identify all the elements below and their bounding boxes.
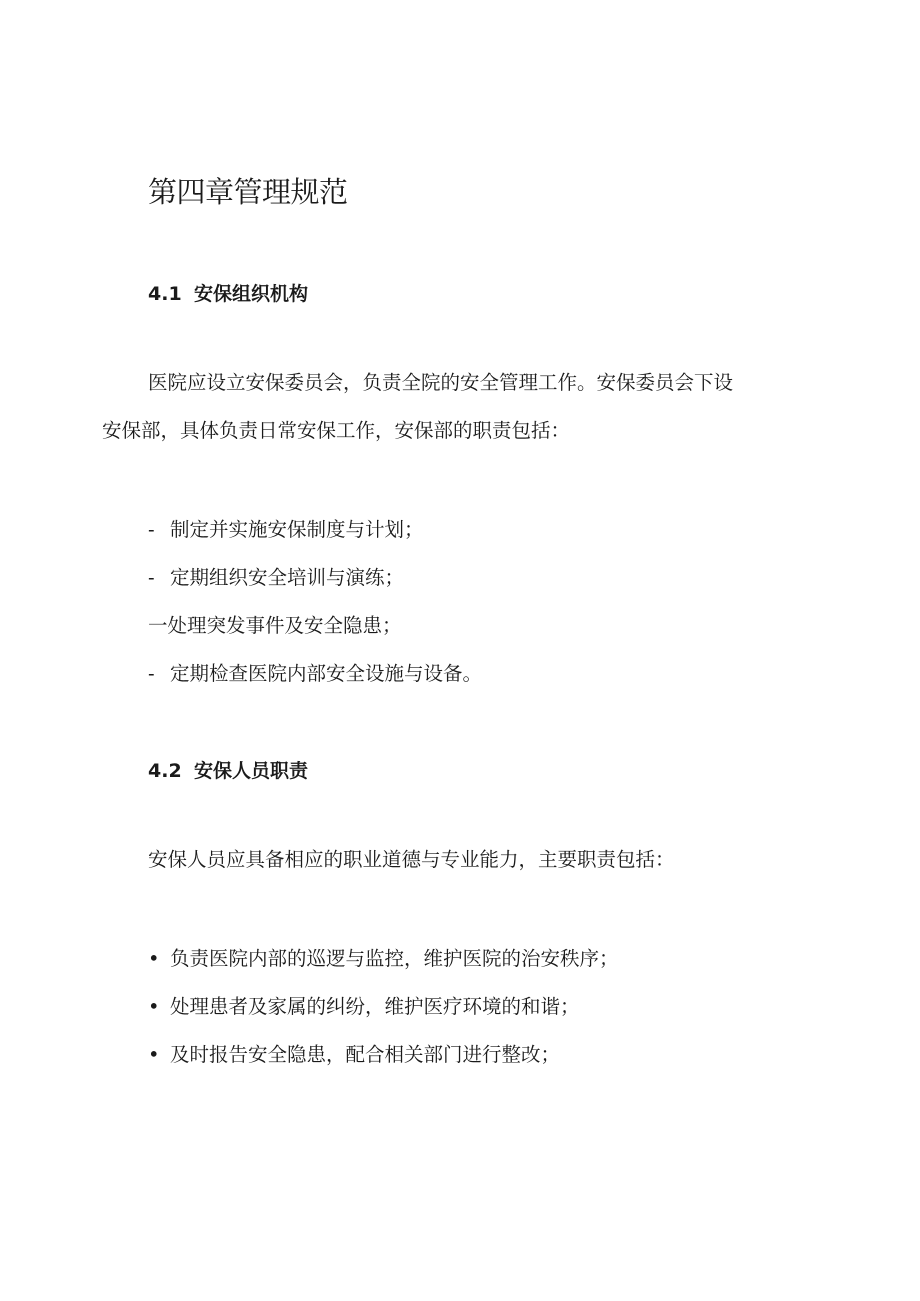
bullet-marker: • bbox=[148, 1043, 160, 1066]
bullet-marker: • bbox=[148, 947, 160, 970]
list-item bbox=[148, 1039, 560, 1067]
section-heading-4-1 bbox=[148, 279, 308, 306]
section-number: 4.1 bbox=[148, 283, 182, 305]
list-item-text: 处理患者及家属的纠纷，维护医疗环境的和谐； bbox=[170, 995, 580, 1018]
section-heading-4-2 bbox=[148, 756, 308, 783]
paragraph-line: 安保部，具体负责日常安保工作，安保部的职责包括： bbox=[102, 419, 571, 442]
section-title: 安保组织机构 bbox=[194, 283, 309, 305]
list-item-text: 定期组织安全培训与演练； bbox=[170, 566, 405, 589]
paragraph-line: 安保人员应具备相应的职业道德与专业能力，主要职责包括： bbox=[148, 848, 675, 871]
chapter-title: 第四章管理规范 bbox=[148, 175, 348, 209]
list-item-text: 处理突发事件及安全隐患； bbox=[167, 614, 402, 637]
list-item bbox=[148, 991, 580, 1019]
bullet-marker: • bbox=[148, 995, 160, 1018]
list-item bbox=[148, 658, 482, 686]
section-number: 4.2 bbox=[148, 760, 182, 782]
list-item bbox=[148, 514, 424, 542]
list-item-text: 定期检查医院内部安全设施与设备。 bbox=[170, 662, 483, 685]
dash-marker: - bbox=[148, 662, 155, 685]
list-item bbox=[148, 562, 404, 590]
dash-marker: - bbox=[148, 566, 155, 589]
dash-marker: - bbox=[148, 518, 155, 541]
section-title: 安保人员职责 bbox=[194, 760, 309, 782]
list-item-text: 负责医院内部的巡逻与监控，维护医院的治安秩序； bbox=[170, 947, 619, 970]
list-item-text: 制定并实施安保制度与计划； bbox=[170, 518, 424, 541]
dash-marker: 一 bbox=[148, 614, 168, 637]
paragraph-line: 医院应设立安保委员会，负责全院的安全管理工作。安保委员会下设 bbox=[148, 371, 734, 394]
list-item bbox=[148, 610, 402, 638]
list-item-text: 及时报告安全隐患，配合相关部门进行整改； bbox=[170, 1043, 561, 1066]
list-item bbox=[148, 943, 619, 971]
